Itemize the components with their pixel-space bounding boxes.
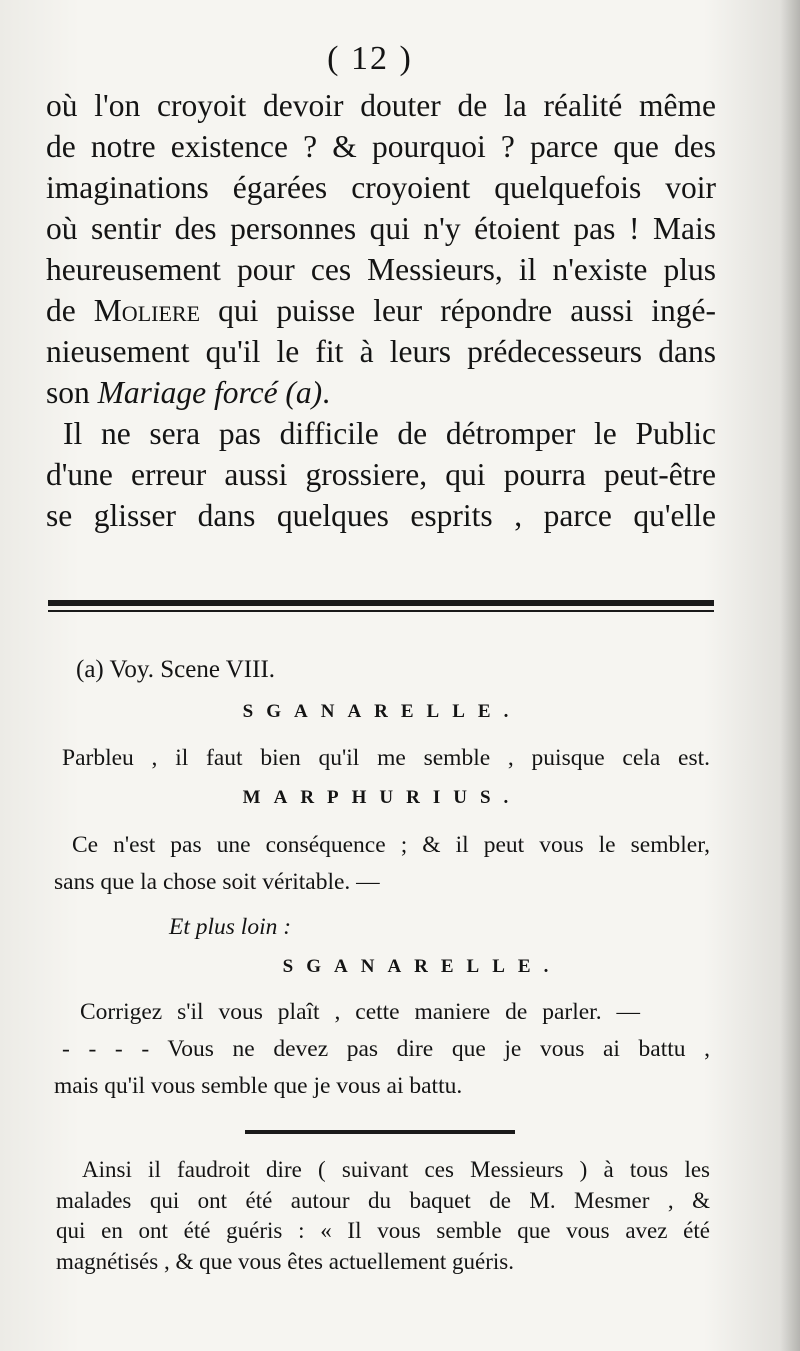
dialogue-line: Parbleu , il faut bien qu'il me semble , puisque cela est. <box>62 745 710 771</box>
text-line: heureusement pour ces Messieurs, il n'existe plus <box>46 252 716 287</box>
text-line: d'une erreur aussi grossiere, qui pourra peut-être <box>46 457 716 492</box>
work-title: Mariage forcé (a) <box>97 375 323 410</box>
page-number: ( 12 ) <box>327 40 413 77</box>
text-line: se glisser dans quelques esprits , parce qu'elle <box>46 498 716 533</box>
dialogue-line: sans que la chose soit véritable. — <box>54 869 380 895</box>
text-line <box>46 290 716 331</box>
footnote-reference: (a) Voy. Scene VIII. <box>76 656 276 683</box>
dialogue-line: Corrigez s'il vous plaît , cette maniere de parler. — <box>80 999 640 1025</box>
speaker-name: SGANARELLE. <box>282 956 562 977</box>
text-line: Il ne sera pas difficile de détromper le Public <box>63 416 716 451</box>
text-line: qui en ont été guéris : « Il vous semble que vous avez été <box>56 1218 710 1243</box>
stage-aside: Et plus loin : <box>169 914 292 940</box>
text-line: nieusement qu'il le fit à leurs prédecesseurs dans <box>46 334 716 369</box>
text-line: de notre existence ? & pourquoi ? parce que des <box>46 129 716 164</box>
text-segment: qui puisse leur répondre aussi ingé- <box>200 293 717 328</box>
text-line: imaginations égarées croyoient quelquefois voir <box>46 170 716 205</box>
text-line: magnétisés , & que vous êtes actuellement guéris. <box>56 1248 514 1274</box>
text-line: où sentir des personnes qui n'y étoient pas ! Mais <box>46 211 716 246</box>
text-segment: son <box>46 375 98 410</box>
text-line: Ainsi il faudroit dire ( suivant ces Messieurs ) à tous les <box>82 1157 710 1182</box>
text-line: où l'on croyoit devoir douter de la réalité même <box>46 88 716 123</box>
text-segment: de <box>46 293 94 328</box>
dialogue-line: - - - - Vous ne devez pas dire que je vous ai battu , <box>62 1036 710 1062</box>
speaker-name: MARPHURIUS. <box>242 787 522 808</box>
footnote-rule-thick <box>48 600 714 606</box>
text-line <box>46 372 716 413</box>
text-line: malades qui ont été autour du baquet de M. Mesmer , & <box>56 1187 710 1213</box>
main-text <box>46 85 716 536</box>
dialogue-line: Ce n'est pas une conséquence ; & il peut vous le sembler, <box>72 832 710 858</box>
speaker-name: SGANARELLE. <box>242 701 522 722</box>
text-segment: . <box>322 375 331 410</box>
author-name: Moliere <box>93 293 201 328</box>
footnote-rule-thin <box>48 610 714 612</box>
closing-paragraph <box>56 1155 710 1277</box>
section-divider <box>245 1130 515 1134</box>
page-edge-shadow <box>780 0 800 1351</box>
dialogue-line: mais qu'il vous semble que je vous ai battu. <box>54 1073 463 1099</box>
